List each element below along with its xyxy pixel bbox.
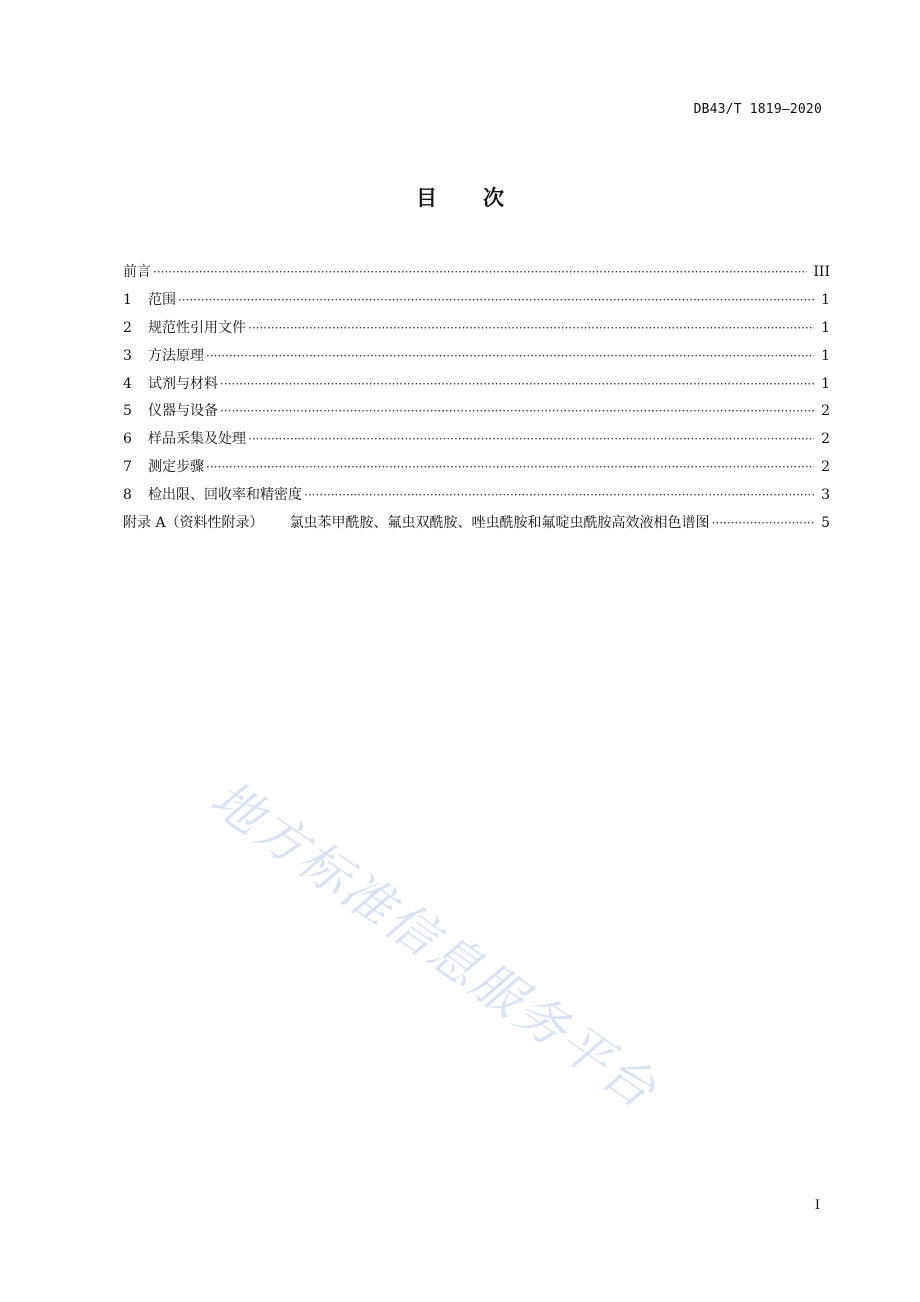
toc-entry-number: 4 <box>123 375 132 392</box>
toc-entry-number: 6 <box>123 431 132 448</box>
toc-entry-foreword[interactable] <box>123 261 830 289</box>
title-char-2: 次 <box>483 186 504 210</box>
toc-entry-5[interactable] <box>123 400 830 428</box>
toc-entry-page: 5 <box>821 515 830 532</box>
toc-entry-number: 3 <box>123 347 132 364</box>
toc-entry-page: 2 <box>821 459 830 476</box>
toc-entry-3[interactable] <box>123 345 830 373</box>
toc-leader-dots <box>304 488 814 502</box>
toc-entry-page: 1 <box>821 347 830 364</box>
page-number: I <box>814 1198 820 1213</box>
toc-entry-6[interactable] <box>123 428 830 456</box>
toc-entry-number: 2 <box>123 319 132 336</box>
toc-leader-dots <box>206 349 814 363</box>
toc-leader-dots <box>712 516 814 530</box>
toc-entry-text: 检出限、回收率和精密度 <box>148 487 302 504</box>
toc-entry-text: 规范性引用文件 <box>148 319 246 336</box>
toc-leader-dots <box>220 377 814 391</box>
toc-leader-dots <box>153 265 807 279</box>
watermark-text: 地方标准信息服务平台 <box>200 769 668 1121</box>
toc-entry-text: 范围 <box>148 291 176 308</box>
toc-entry-8[interactable] <box>123 484 830 512</box>
toc-entry-text: 方法原理 <box>148 347 204 364</box>
toc-entry-text: 样品采集及处理 <box>148 431 246 448</box>
standard-code: DB43/T 1819—2020 <box>693 102 822 117</box>
toc-leader-dots <box>206 460 814 474</box>
toc-entry-1[interactable] <box>123 289 830 317</box>
title-char-1: 目 <box>416 186 437 210</box>
toc-entry-number: 7 <box>123 459 132 476</box>
table-of-contents <box>123 261 830 540</box>
toc-entry-page: 2 <box>821 431 830 448</box>
toc-entry-page: III <box>813 264 830 280</box>
toc-entry-2[interactable] <box>123 317 830 345</box>
toc-entry-number: 5 <box>123 403 132 420</box>
toc-leader-dots <box>220 404 814 418</box>
toc-entry-page: 1 <box>821 319 830 336</box>
toc-entry-page: 1 <box>821 375 830 392</box>
toc-leader-dots <box>248 432 814 446</box>
toc-entry-text: 仪器与设备 <box>148 403 218 420</box>
toc-entry-text: 测定步骤 <box>148 459 204 476</box>
toc-leader-dots <box>178 293 814 307</box>
toc-entry-text: 前言 <box>123 264 151 280</box>
toc-entry-page: 3 <box>821 487 830 504</box>
toc-entry-text: 附录 A（资料性附录） <box>123 515 264 532</box>
toc-entry-text: 试剂与材料 <box>148 375 218 392</box>
toc-entry-number: 8 <box>123 487 132 504</box>
toc-entry-page: 2 <box>821 403 830 420</box>
toc-entry-number: 1 <box>123 291 132 308</box>
toc-entry-subtitle: 氯虫苯甲酰胺、氟虫双酰胺、唑虫酰胺和氟啶虫酰胺高效液相色谱图 <box>289 515 710 532</box>
toc-entry-4[interactable] <box>123 373 830 401</box>
toc-entry-7[interactable] <box>123 456 830 484</box>
toc-entry-page: 1 <box>821 291 830 308</box>
toc-leader-dots <box>248 321 814 335</box>
toc-entry-appendix-a[interactable] <box>123 512 830 540</box>
page-title <box>0 182 920 212</box>
